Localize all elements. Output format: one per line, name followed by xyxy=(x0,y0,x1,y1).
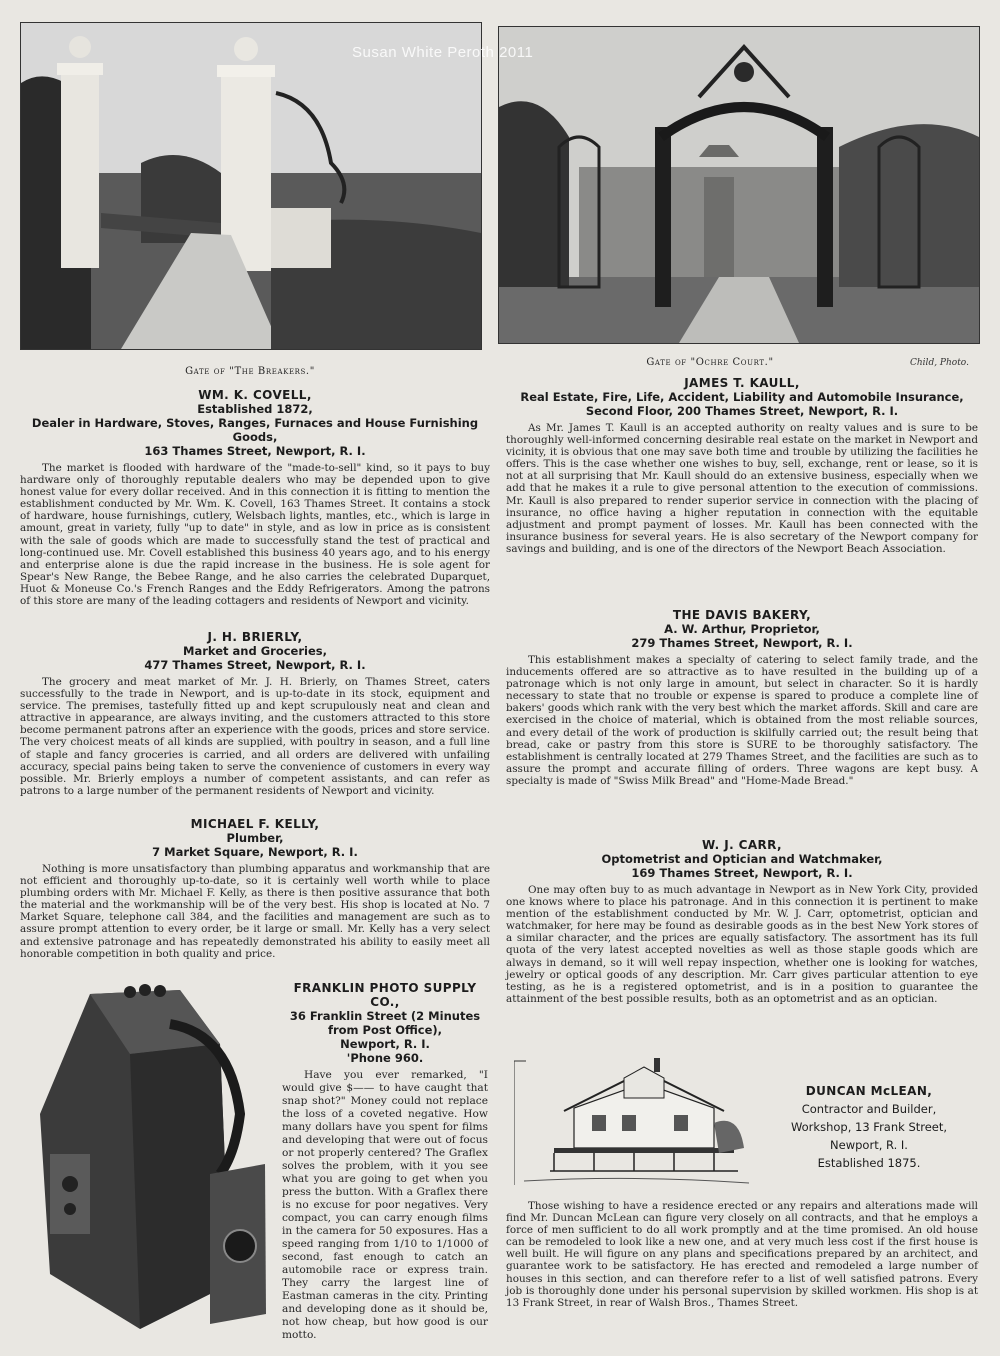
davis-address: 279 Thames Street, Newport, R. I. xyxy=(631,636,853,650)
carr-section xyxy=(506,838,978,1005)
mclean-section xyxy=(506,1196,978,1309)
covell-established: Established 1872, xyxy=(197,402,313,416)
breakers-gate-photo xyxy=(20,22,482,350)
mclean-city: Newport, R. I. xyxy=(830,1138,908,1152)
mclean-business: Contractor and Builder, xyxy=(801,1102,937,1116)
covell-name: WM. K. COVELL, xyxy=(198,388,312,402)
davis-section xyxy=(506,608,978,787)
brierly-business: Market and Groceries, xyxy=(183,644,327,658)
graflex-camera-illustration xyxy=(30,984,270,1336)
covell-business: Dealer in Hardware, Stoves, Ranges, Furnaces and House Furnishing Goods, xyxy=(31,416,479,444)
kelly-address: 7 Market Square, Newport, R. I. xyxy=(152,845,358,859)
brierly-section xyxy=(20,630,490,797)
breakers-caption: Gate of "The Breakers." xyxy=(185,366,315,377)
watermark: Susan White Peroth 2011 xyxy=(352,44,534,61)
kaull-text: As Mr. James T. Kaull is an accepted authority on realty values and is sure to be thoroughly well-informed concerning desirable real estate on the market in Newport and vicinity, it is obvious that one may save both time and trouble by utilizing the facilities he offers. This is the case whether one wishes to buy, sell, exchange, rent or lease, so it is not at all surprising that Mr. Kaull should do an extensive business, especially when we add that he makes it a rule to give personal attention to the execution of commissions. Mr. Kaull is also prepared to render superior service in connection with the placing of insurance, no office having a higher reputation in connection with the equitable adjustment and prompt payment of losses. Mr. Kaull has been connected with the insurance business for several years. He is also secretary of the Newport company for savings and building, and is one of the directors of the Newport Beach Association. xyxy=(506,422,978,555)
kaull-section xyxy=(506,376,978,555)
carr-text: One may often buy to as much advantage in Newport as in New York City, provided one knows where to place his patronage. And in this connection it is pertinent to make mention of the establishment conducted by Mr. W. J. Carr, optometrist, optician and watchmaker, for here may be found as desirable goods as in the best New York stores of a similar character, and the prices are equally satisfactory. The assortment has its full quota of the very latest accepted novelties as well as those staple goods which are always in demand, so it will well repay inspection, whether one is looking for watches, jewelry or optical goods of any description. Mr. Carr gives particular attention to eye testing, as he is a registered optometrist, and is in a position to guarantee the attainment of the best possible results, both as an optometrist and as an optician. xyxy=(506,884,978,1005)
ochre-court-caption: Gate of "Ochre Court." xyxy=(646,357,774,368)
covell-section xyxy=(20,388,490,607)
covell-text: The market is flooded with hardware of the "made-to-sell" kind, so it pays to buy hardware only of thoroughly reputable dealers who may be depended upon to give honest value for every dollar received. And in this connection it is fitting to mention the establishment conducted by Mr. Wm. K. Covell, 163 Thames Street. It contains a stock of hardware, house furnishings, cutlery, Welsbach lights, mantles, etc., which is large in amount, great in variety, fully "up to date" in style, and as low in price as is consistent with the sale of goods which are made to successfully stand the test of practical and long-continued use. Mr. Covell established this business 40 years ago, and to his energy and enterprise alone is due the rapid increase in the business. He is sole agent for Spear's New Range, the Bebee Range, and he also carries the celebrated Duparquet, Huot & Moneuse Co.'s French Ranges and the Eddy Refrigerators. Among the patrons of this store are many of the leading cottagers and residents of Newport and vicinity. xyxy=(20,462,490,608)
carr-business: Optometrist and Optician and Watchmaker, xyxy=(601,852,883,866)
kaull-business: Real Estate, Fire, Life, Accident, Liability and Automobile Insurance, xyxy=(520,390,964,404)
davis-name: THE DAVIS BAKERY, xyxy=(672,608,812,622)
ochre-court-gate-photo xyxy=(498,26,980,344)
franklin-city: Newport, R. I. xyxy=(340,1037,430,1051)
brierly-name: J. H. BRIERLY, xyxy=(207,630,303,644)
carr-address: 169 Thames Street, Newport, R. I. xyxy=(631,866,853,880)
photo-credit: Child, Photo. xyxy=(910,358,969,368)
franklin-address: 36 Franklin Street (2 Minutes from Post Office), xyxy=(289,1009,481,1037)
mclean-established: Established 1875. xyxy=(817,1156,921,1170)
house-illustration xyxy=(514,1053,754,1193)
davis-text: This establishment makes a specialty of catering to select family trade, and the inducements offered are so attractive as to have resulted in the building up of a patronage which is not only large in amount, but select in character. So it is hardly necessary to state that no trouble or expense is spared to produce a complete line of bakers' goods which rank with the very best which the market affords. Skill and care are exercised in the choice of material, which is obtained from the most reliable sources, and every detail of the work of production is skilfully carried out; the result being that bread, cake or pastry from this store is SURE to be thoroughly satisfactory. The establishment is centrally located at 279 Thames Street, and the facilities are such as to assure the prompt and accurate filling of orders. Three wagons are kept busy. A specialty is made of "Swiss Milk Bread" and "Home-Made Bread." xyxy=(506,654,978,787)
mclean-heading xyxy=(760,1082,978,1172)
brierly-text: The grocery and meat market of Mr. J. H. Brierly, on Thames Street, caters successfully to the trade in Newport, and is up-to-date in its stock, equipment and service. The premises, tastefully fitted up and kept scrupulously neat and clean and attractive in appearance, are always inviting, and the customers attracted to this store become permanent patrons after an experience with the goods, prices and store service. The very choicest meats of all kinds are supplied, with poultry in season, and a full line of staple and fancy groceries is carried, and all orders are delivered with unfailing accuracy, special pains being taken to serve the convenience of customers in every way possible. Mr. Brierly employs a number of competent assistants, and can refer as patrons to a large number of the permanent residents of Newport and vicinity. xyxy=(20,676,490,797)
carr-name: W. J. CARR, xyxy=(702,838,782,852)
kaull-name: JAMES T. KAULL, xyxy=(684,376,800,390)
franklin-phone: 'Phone 960. xyxy=(346,1051,424,1065)
kelly-name: MICHAEL F. KELLY, xyxy=(190,817,320,831)
franklin-section xyxy=(282,981,488,1342)
franklin-name: FRANKLIN PHOTO SUPPLY CO., xyxy=(293,981,477,1009)
mclean-text: Those wishing to have a residence erected or any repairs and alterations made will find Mr. Duncan McLean can figure very closely on all contracts, and that he employs a force of men sufficient to do all work promptly and at the time promised. An old house can be remodeled to look like a new one, and at very much less cost if the first house is well built. He will figure on any plans and specifications prepared by an architect, and guarantee work to be satisfactory. He has erected and remodeled a large number of houses in this section, and can therefore refer to a list of well satisfied patrons. Every job is thoroughly done under his personal supervision by skilled workmen. His shop is at 13 Frank Street, in rear of Walsh Bros., Thames Street. xyxy=(506,1200,978,1309)
covell-address: 163 Thames Street, Newport, R. I. xyxy=(144,444,366,458)
mclean-workshop: Workshop, 13 Frank Street, xyxy=(790,1120,948,1134)
kelly-section xyxy=(20,817,490,960)
kelly-text: Nothing is more unsatisfactory than plumbing apparatus and workmanship that are not efficient and thoroughly up-to-date, so it is certainly well worth while to place plumbing orders with Mr. Michael F. Kelly, as there is then positive assurance that both the material and the workmanship will be of the very best. His shop is located at No. 7 Market Square, telephone call 384, and the facilities and management are such as to assure prompt attention to every order, be it large or small. Mr. Kelly has a very select and extensive patronage and has repeatedly demonstrated his ability to easily meet all honorable competition in both quality and price. xyxy=(20,863,490,960)
davis-proprietor: A. W. Arthur, Proprietor, xyxy=(664,622,820,636)
brierly-address: 477 Thames Street, Newport, R. I. xyxy=(144,658,366,672)
franklin-text: Have you ever remarked, "I would give $—— to have caught that snap shot?" Money could not replace the loss of a coveted negative. How many dollars have you spent for films and developing that were out of focus or not properly centered? The Graflex solves the problem, with it you see what you are going to get when you press the button. With a Graflex there is no excuse for poor negatives. Very compact, you can carry enough films in the camera for 50 exposures. Has a speed ranging from 1/10 to 1/1000 of second, fast enough to catch an automobile race or express train. They carry the largest line of Eastman cameras in the city. Printing and developing done as it should be, not how cheap, but how good is our motto. xyxy=(282,1069,488,1341)
mclean-name: DUNCAN McLEAN, xyxy=(805,1084,933,1098)
kelly-business: Plumber, xyxy=(226,831,284,845)
kaull-address: Second Floor, 200 Thames Street, Newport, R. I. xyxy=(585,404,899,418)
